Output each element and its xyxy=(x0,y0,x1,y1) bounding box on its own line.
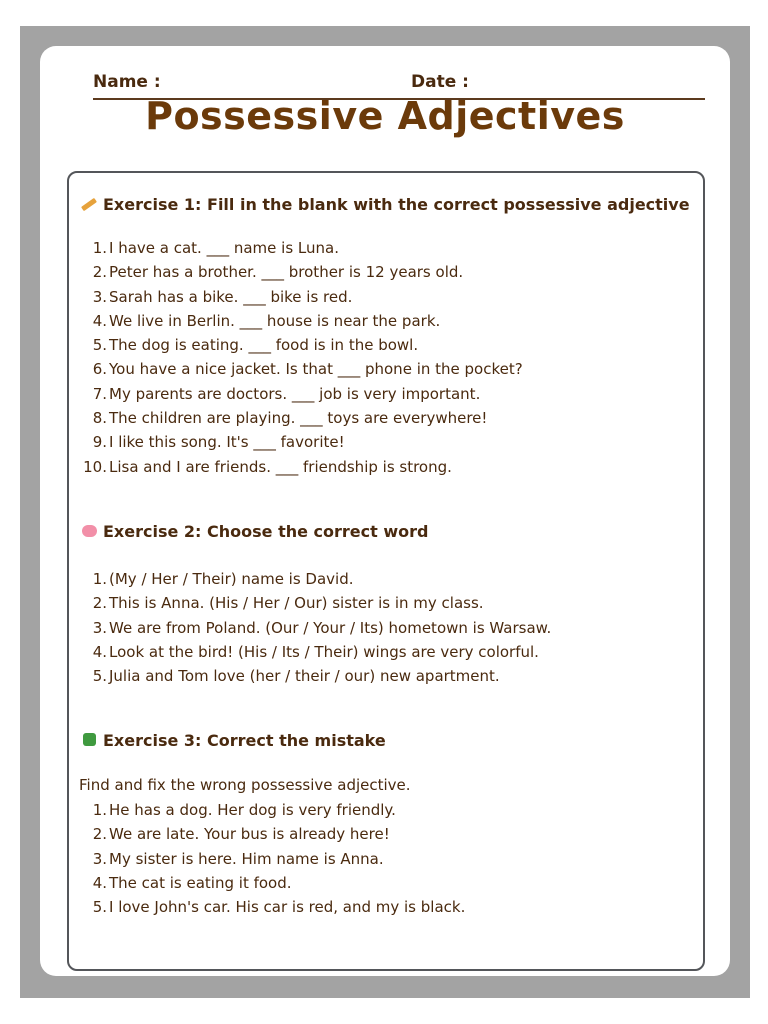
exercise-3-intro: Find and fix the wrong possessive adjective. xyxy=(79,776,411,794)
exercise-1-title xyxy=(79,195,690,214)
item-text: This is Anna. (His / Her / Our) sister is in my class. xyxy=(109,594,484,613)
item-text: We are late. Your bus is already here! xyxy=(109,825,390,844)
list-item xyxy=(79,871,465,895)
list-item xyxy=(79,616,551,640)
exercise-2-title xyxy=(79,522,428,541)
list-item xyxy=(79,822,465,846)
list-item xyxy=(79,333,523,357)
item-text: Julia and Tom love (her / their / our) new apartment. xyxy=(109,667,500,686)
item-text: Lisa and I are friends. ___ friendship is strong. xyxy=(109,457,452,476)
exercise-3-list xyxy=(79,798,465,919)
item-number: 10. xyxy=(83,457,107,476)
item-text: He has a dog. Her dog is very friendly. xyxy=(109,801,396,819)
list-item xyxy=(79,430,523,454)
list-item xyxy=(79,309,523,333)
exercise-box xyxy=(67,171,705,971)
puzzle-icon xyxy=(79,733,99,750)
list-item xyxy=(79,406,523,430)
item-text: We are from Poland. (Our / Your / Its) hometown is Warsaw. xyxy=(109,618,552,637)
name-label: Name : xyxy=(93,72,161,92)
item-text: Sarah has a bike. ___ bike is red. xyxy=(109,287,353,306)
item-number: 8. xyxy=(92,409,107,428)
item-text: I have a cat. ___ name is Luna. xyxy=(109,239,339,257)
item-number: 3. xyxy=(92,287,107,306)
item-number: 1. xyxy=(92,801,107,819)
item-text: I love John's car. His car is red, and my is black. xyxy=(109,898,466,917)
item-number: 2. xyxy=(92,594,107,613)
list-item xyxy=(79,895,465,919)
item-text: Look at the bird! (His / Its / Their) wings are very colorful. xyxy=(109,642,539,661)
list-item xyxy=(79,567,551,591)
date-label: Date : xyxy=(411,72,469,92)
exercise-1-list xyxy=(79,236,523,479)
item-text: The dog is eating. ___ food is in the bowl. xyxy=(109,336,419,355)
exercise-1-title-text: Exercise 1: Fill in the blank with the correct possessive adjective xyxy=(103,195,690,214)
item-text: (My / Her / Their) name is David. xyxy=(109,570,354,588)
item-number: 1. xyxy=(92,239,107,257)
item-number: 3. xyxy=(92,618,107,637)
page-frame xyxy=(20,26,750,998)
exercise-2-list xyxy=(79,567,551,688)
list-item xyxy=(79,382,523,406)
item-text: The cat is eating it food. xyxy=(109,873,292,892)
exercise-2-title-text: Exercise 2: Choose the correct word xyxy=(103,522,429,541)
list-item xyxy=(79,798,465,822)
exercise-3-title-text: Exercise 3: Correct the mistake xyxy=(103,731,386,750)
item-number: 9. xyxy=(92,433,107,452)
item-number: 3. xyxy=(92,849,107,868)
list-item xyxy=(79,357,523,381)
list-item xyxy=(79,455,523,479)
item-text: My sister is here. Him name is Anna. xyxy=(109,849,384,868)
item-number: 1. xyxy=(92,570,107,588)
list-item xyxy=(79,847,465,871)
item-text: We live in Berlin. ___ house is near the park. xyxy=(109,311,441,330)
list-item xyxy=(79,236,523,260)
list-item xyxy=(79,591,551,615)
item-text: I like this song. It's ___ favorite! xyxy=(109,433,345,452)
item-text: My parents are doctors. ___ job is very important. xyxy=(109,384,481,403)
item-number: 5. xyxy=(92,336,107,355)
item-number: 4. xyxy=(92,311,107,330)
item-number: 2. xyxy=(92,263,107,282)
brain-icon xyxy=(79,525,99,541)
item-text: Peter has a brother. ___ brother is 12 years old. xyxy=(109,263,464,282)
item-number: 4. xyxy=(92,642,107,661)
item-number: 5. xyxy=(92,667,107,686)
page-title: Possessive Adjectives xyxy=(145,94,625,138)
item-number: 7. xyxy=(92,384,107,403)
list-item xyxy=(79,640,551,664)
item-text: The children are playing. ___ toys are everywhere! xyxy=(109,409,488,428)
item-number: 2. xyxy=(92,825,107,844)
item-number: 6. xyxy=(92,360,107,379)
item-number: 5. xyxy=(92,898,107,917)
pencil-icon xyxy=(79,198,99,214)
item-text: You have a nice jacket. Is that ___ phone in the pocket? xyxy=(109,360,523,379)
list-item xyxy=(79,260,523,284)
exercise-3-title xyxy=(79,731,386,750)
worksheet xyxy=(40,46,730,976)
item-number: 4. xyxy=(92,873,107,892)
list-item xyxy=(79,664,551,688)
list-item xyxy=(79,285,523,309)
